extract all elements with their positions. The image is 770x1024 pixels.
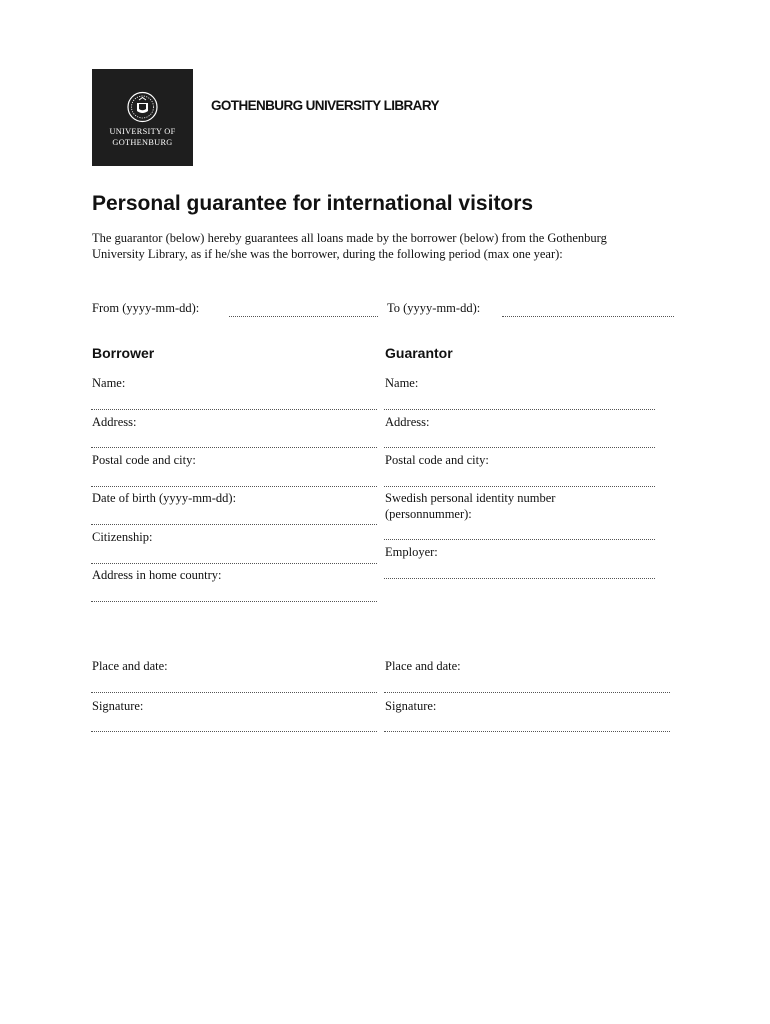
- library-title: GOTHENBURG UNIVERSITY LIBRARY: [211, 98, 439, 113]
- borrower-place-date-label: Place and date:: [92, 659, 168, 673]
- document-title: Personal guarantee for international visitors: [92, 192, 534, 215]
- guarantor-name-field[interactable]: [384, 409, 655, 410]
- borrower-dob-field[interactable]: [91, 524, 377, 525]
- borrower-home-address-field[interactable]: [91, 601, 377, 602]
- guarantor-signature-label: Signature:: [385, 699, 437, 713]
- guarantor-pin-label-line-2: (personnummer):: [385, 506, 472, 521]
- borrower-citizenship-label: Citizenship:: [92, 530, 153, 544]
- guarantor-address-field[interactable]: [384, 447, 655, 448]
- guarantor-signature-field[interactable]: [384, 731, 670, 732]
- borrower-postal-label: Postal code and city:: [92, 453, 196, 467]
- guarantor-place-date-field[interactable]: [384, 692, 670, 693]
- guarantor-heading: Guarantor: [385, 345, 453, 361]
- logo-text: [92, 126, 193, 148]
- borrower-home-address-label: Address in home country:: [92, 568, 222, 582]
- borrower-name-field[interactable]: [91, 409, 377, 410]
- university-logo: [92, 69, 193, 166]
- borrower-heading: Borrower: [92, 345, 155, 361]
- borrower-address-label: Address:: [92, 415, 137, 429]
- guarantor-pin-label-line-1: Swedish personal identity number: [385, 491, 556, 505]
- from-date-label: From (yyyy-mm-dd):: [92, 301, 200, 315]
- from-date-field[interactable]: [229, 316, 378, 317]
- university-seal-icon: [124, 91, 161, 123]
- borrower-address-field[interactable]: [91, 447, 377, 448]
- borrower-dob-label: Date of birth (yyyy-mm-dd):: [92, 491, 237, 505]
- borrower-signature-field[interactable]: [91, 731, 377, 732]
- guarantor-postal-field[interactable]: [384, 486, 655, 487]
- guarantor-pin-label: [385, 491, 555, 522]
- intro-text: [92, 231, 692, 262]
- intro-line-1: The guarantor (below) hereby guarantees all loans made by the borrower (below) from the Gothenburg: [92, 231, 607, 245]
- to-date-label: To (yyyy-mm-dd):: [387, 301, 481, 315]
- guarantor-name-label: Name:: [385, 376, 419, 390]
- borrower-signature-label: Signature:: [92, 699, 144, 713]
- guarantor-postal-label: Postal code and city:: [385, 453, 489, 467]
- borrower-name-label: Name:: [92, 376, 126, 390]
- guarantor-pin-field[interactable]: [384, 539, 655, 540]
- intro-line-2: University Library, as if he/she was the borrower, during the following period (max one year):: [92, 246, 563, 261]
- borrower-citizenship-field[interactable]: [91, 563, 377, 564]
- borrower-postal-field[interactable]: [91, 486, 377, 487]
- logo-line-1: UNIVERSITY OF: [109, 127, 176, 136]
- borrower-place-date-field[interactable]: [91, 692, 377, 693]
- guarantor-address-label: Address:: [385, 415, 430, 429]
- to-date-field[interactable]: [502, 316, 674, 317]
- logo-line-2: GOTHENBURG: [112, 138, 173, 147]
- guarantor-employer-label: Employer:: [385, 545, 438, 559]
- guarantor-place-date-label: Place and date:: [385, 659, 461, 673]
- guarantor-employer-field[interactable]: [384, 578, 655, 579]
